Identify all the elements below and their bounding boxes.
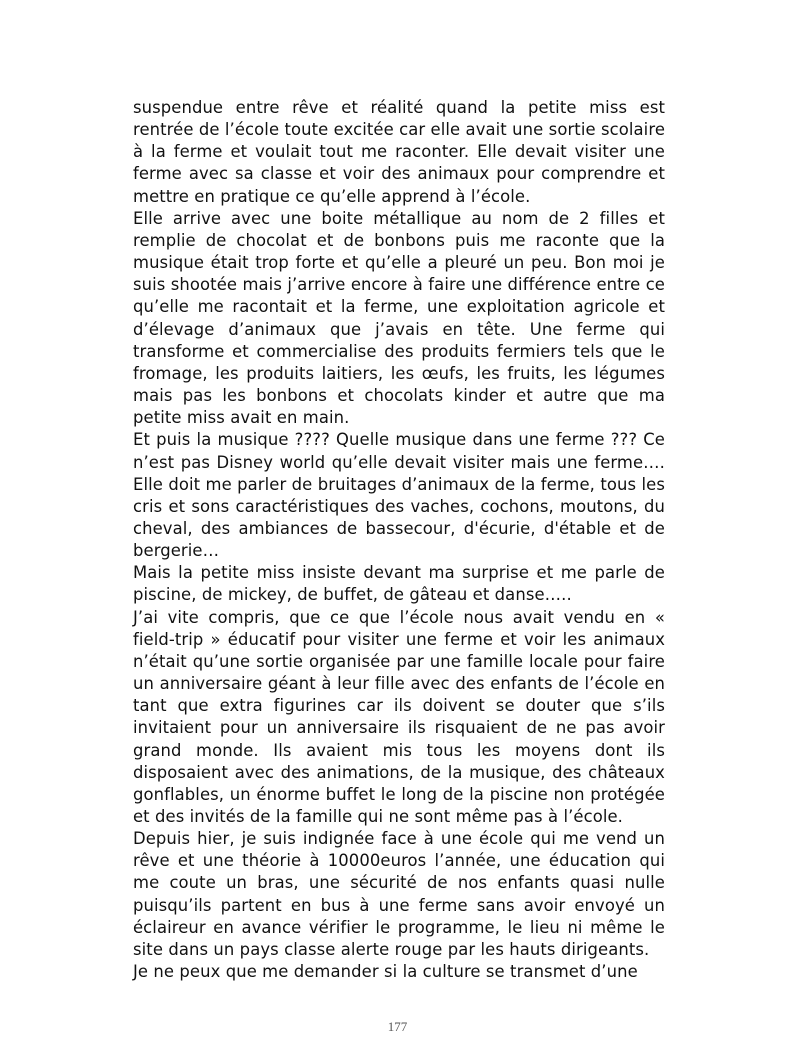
paragraph: suspendue entre rêve et réalité quand la petite miss est rentrée de l’école toute excitée car elle avait une sortie scolaire à la ferme et voulait tout me raconter. Elle devait visiter une ferme avec sa classe et voir des animaux pour comprendre et mettre en pratique ce qu’elle apprend à l’école. bbox=[133, 98, 665, 206]
paragraph: Mais la petite miss insiste devant ma surprise et me parle de piscine, de mickey, de buffet, de gâteau et danse….. bbox=[133, 563, 665, 605]
paragraph: Je ne peux que me demander si la culture se transmet d’une bbox=[133, 962, 638, 982]
paragraph: Et puis la musique ???? Quelle musique dans une ferme ??? Ce n’est pas Disney world qu’elle devait visiter mais une ferme…. Elle doit me parler de bruitages d’animaux de la ferme, tous les cris et sons caractéristiques des vaches, cochons, moutons, du cheval, des ambiances de bassecour, d'écurie, d'étable et de bergerie… bbox=[133, 430, 665, 561]
paragraph: Elle arrive avec une boite métallique au nom de 2 filles et remplie de chocolat et de bonbons puis me raconte que la musique était trop forte et qu’elle a pleuré un peu. Bon moi je suis shootée mais j’arrive encore à faire une différence entre ce qu’elle me racontait et la ferme, une exploitation agricole et d’élevage d’animaux que j’avais en tête. Une ferme qui transforme et commercialise des produits fermiers tels que le fromage, les produits laitiers, les œufs, les fruits, les légumes mais pas les bonbons et chocolats kinder et autre que ma petite miss avait en main. bbox=[133, 208, 665, 428]
page-number: 177 bbox=[387, 1019, 408, 1034]
body-text bbox=[133, 97, 665, 983]
paragraph: J’ai vite compris, que ce que l’école nous avait vendu en « field-trip » éducatif pour visiter une ferme et voir les animaux n’était qu’une sortie organisée par une famille locale pour faire un anniversaire géant à leur fille avec des enfants de l’école en tant que extra figurines car ils doivent se douter que s’ils invitaient pour un anniversaire ils risquaient de ne pas avoir grand monde. Ils avaient mis tous les moyens dont ils disposaient avec des animations, de la musique, des châteaux gonflables, un énorme buffet le long de la piscine non protégée et des invités de la famille qui ne sont même pas à l’école. bbox=[133, 607, 665, 826]
paragraph: Depuis hier, je suis indignée face à une école qui me vend un rêve et une théorie à 10000euros l’année, une éducation qui me coute un bras, une sécurité de nos enfants quasi nulle puisqu’ils partent en bus à une ferme sans avoir envoyé un éclaireur en avance vérifier le programme, le lieu ni même le site dans un pays classe alerte rouge par les hauts dirigeants. bbox=[133, 829, 665, 959]
